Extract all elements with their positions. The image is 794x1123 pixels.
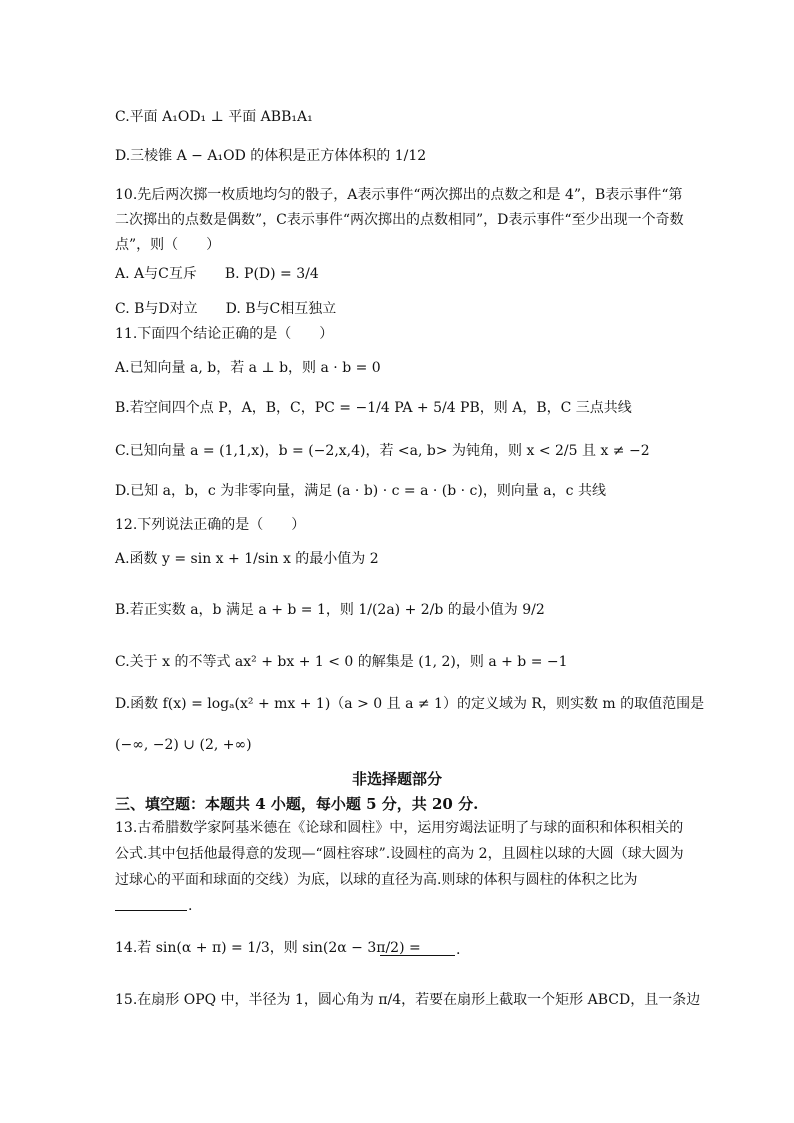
part-heading: 非选择题部分 <box>351 770 442 788</box>
q15-stem: 15.在扇形 OPQ 中，半径为 1，圆心角为 π/4，若要在扇形上截取一个矩形 ABCD，且一条边 <box>115 992 701 1008</box>
q12-option-d-line-2: (−∞, −2) ∪ (2, +∞) <box>115 737 252 753</box>
q9-option-d: D.三棱锥 A − A₁OD 的体积是正方体体积的 1/12 <box>115 148 427 164</box>
q10-stem-line-2: 二次掷出的点数是偶数”，C表示事件“两次掷出的点数相同”，D表示事件“至少出现一个奇数 <box>115 212 684 228</box>
q11-option-b: B.若空间四个点 P，A，B，C，PC = −1/4 PA + 5/4 PB，则 A，B，C 三点共线 <box>115 400 632 416</box>
q10-stem-line-1: 10.先后两次掷一枚质地均匀的骰子，A表示事件“两次掷出的点数之和是 4”，B表示事件“第 <box>115 187 683 203</box>
q10-options-ab: A. A与C互斥 B. P(D) = 3/4 <box>115 266 319 282</box>
q10-stem-line-3: 点”，则（ ） <box>115 237 221 253</box>
q12-option-c: C.关于 x 的不等式 ax² + bx + 1 < 0 的解集是 (1, 2)，则 a + b = −1 <box>115 654 568 670</box>
q13-stem-line-1: 13.古希腊数学家阿基米德在《论球和圆柱》中，运用穷竭法证明了与球的面积和体积相关的 <box>115 820 684 836</box>
q14-stem: 14.若 sin(α + π) = 1/3，则 sin(2α − 3π/2) = <box>115 940 421 956</box>
q12-option-b: B.若正实数 a，b 满足 a + b = 1，则 1/(2a) + 2/b 的最小值为 9/2 <box>115 602 545 618</box>
q11-option-d: D.已知 a，b，c 为非零向量，满足 (a · b) · c = a · (b · c)，则向量 a，c 共线 <box>115 483 606 499</box>
q11-option-c: C.已知向量 a = (1,1,x)，b = (−2,x,4)，若 <a, b> 为钝角，则 x < 2/5 且 x ≠ −2 <box>115 443 650 459</box>
q13-period: . <box>188 898 193 914</box>
section-three-title: 三、填空题：本题共 4 小题，每小题 5 分，共 20 分. <box>115 795 479 813</box>
q13-stem-line-2: 公式.其中包括他最得意的发现—“圆柱容球”.设圆柱的高为 2，且圆柱以球的大圆（球大圆为 <box>115 846 684 862</box>
q14-period: . <box>456 942 461 958</box>
q12-option-a: A.函数 y = sin x + 1/sin x 的最小值为 2 <box>115 551 379 567</box>
q10-options-cd: C. B与D对立 D. B与C相互独立 <box>115 301 337 317</box>
q13-stem-line-3: 过球心的平面和球面的交线）为底，以球的直径为高.则球的体积与圆柱的体积之比为 <box>115 872 638 888</box>
q9-option-c: C.平面 A₁OD₁ ⊥ 平面 ABB₁A₁ <box>115 109 313 125</box>
q12-stem: 12.下列说法正确的是（ ） <box>115 517 306 533</box>
q11-stem: 11.下面四个结论正确的是（ ） <box>115 326 334 342</box>
q13-answer-blank <box>115 910 187 911</box>
q12-option-d-line-1: D.函数 f(x) = logₐ(x² + mx + 1)（a > 0 且 a ≠ 1）的定义域为 R，则实数 m 的取值范围是 <box>115 696 705 712</box>
q11-option-a: A.已知向量 a, b，若 a ⊥ b，则 a · b = 0 <box>115 360 381 376</box>
q14-answer-blank <box>380 955 455 956</box>
